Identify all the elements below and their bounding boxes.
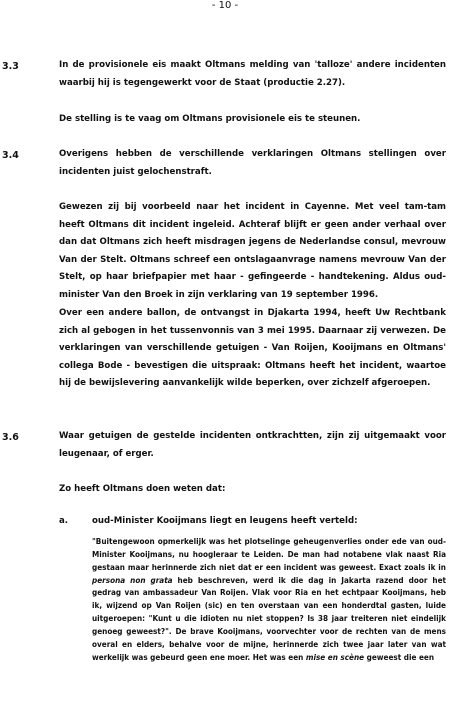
quote-italic-persona-non-grata: persona non grata <box>92 574 173 585</box>
item-a-letter: a. <box>59 516 69 526</box>
section-3-4-paragraph-djakarta: Over een andere ballon, de ontvangst in Djakarta 1994, heeft Uw Rechtbank zich al gebogen in het tussenvonnis van 3 mei 1995. Daarnaar zij verwezen. De verklaringen van verschillende getuigen - Van Roijen, Kooijmans en Oltmans' collega Bode - bevestigen die uitspraak: Oltmans heeft het incident, waartoe hij de bewijslevering aanvankelijk wilde beperken, over zichzelf afgeroepen. <box>59 308 446 388</box>
quote-text-part-2: heb beschreven, werd ik die dag in Jakarta razend door het gedrag van ambassadeur Van Roijen. Vlak voor Ria en het echtpaar Kooijmans, heb ik, wijzend op Van Roijen (sic) en ten overstaan van een honderdtal gasten, luide uitgeroepen: "Kunt u die idioten nu niet stoppen? Is 38 jaar treiteren niet eindelijk genoeg geweest?". De brave Kooijmans, voorvechter voor de rechten van de mens overal en elders, behalve voor de mijne, herinnerde zich twee jaar later van wat werkelijk was gebeurd geen ene moer. Het was een <box>92 574 446 662</box>
section-3-3-followup: De stelling is te vaag om Oltmans provisionele eis te steunen. <box>59 114 361 124</box>
section-3-6-text: Waar getuigen de gestelde incidenten ontkrachtten, zijn zij uitgemaakt voor leugenaar, of erger. <box>59 431 446 459</box>
section-3-6-intro: Zo heeft Oltmans doen weten dat: <box>59 484 226 494</box>
section-3-3-text: In de provisionele eis maakt Oltmans melding van 'talloze' andere incidenten waarbij hij is tegengewerkt voor de Staat (productie 2.27). <box>59 60 446 88</box>
section-number-3-3: 3.3 <box>2 61 19 72</box>
quote-italic-mise-en-scene: mise en scène <box>305 651 365 662</box>
section-3-4-text: Overigens hebben de verschillende verklaringen Oltmans stellingen over incidenten juist gelochenstraft. <box>59 149 446 177</box>
section-3-4-paragraph-cayenne: Gewezen zij bij voorbeeld naar het incident in Cayenne. Met veel tam-tam heeft Oltmans dit incident ingeleid. Achteraf blijft er geen ander verhaal over dan dat Oltmans zich heeft misdragen jegens de Nederlandse consul, mevrouw Van der Stelt. Oltmans schreef een ontslagaanvrage namens mevrouw Van der Stelt, op haar briefpapier met haar - gefingeerde - handtekening. Aldus oud-minister Van den Broek in zijn verklaring van 19 september 1996. <box>59 202 446 300</box>
quote-text-part-1: "Buitengewoon opmerkelijk was het plotselinge geheugenverlies onder ede van oud-Minister Kooijmans, nu hoogleraar te Leiden. De man had notabene vlak naast Ria gestaan maar herinnerde zich niet dat er een incident was geweest. Exact zoals ik in <box>92 536 446 572</box>
page-number: - 10 - <box>211 0 239 11</box>
block-quote <box>92 535 446 663</box>
item-a-text: oud-Minister Kooijmans liegt en leugens heeft verteld: <box>92 516 358 526</box>
section-number-3-6: 3.6 <box>2 432 19 443</box>
section-number-3-4: 3.4 <box>2 150 19 161</box>
quote-text-part-3: geweest die een <box>364 651 435 662</box>
